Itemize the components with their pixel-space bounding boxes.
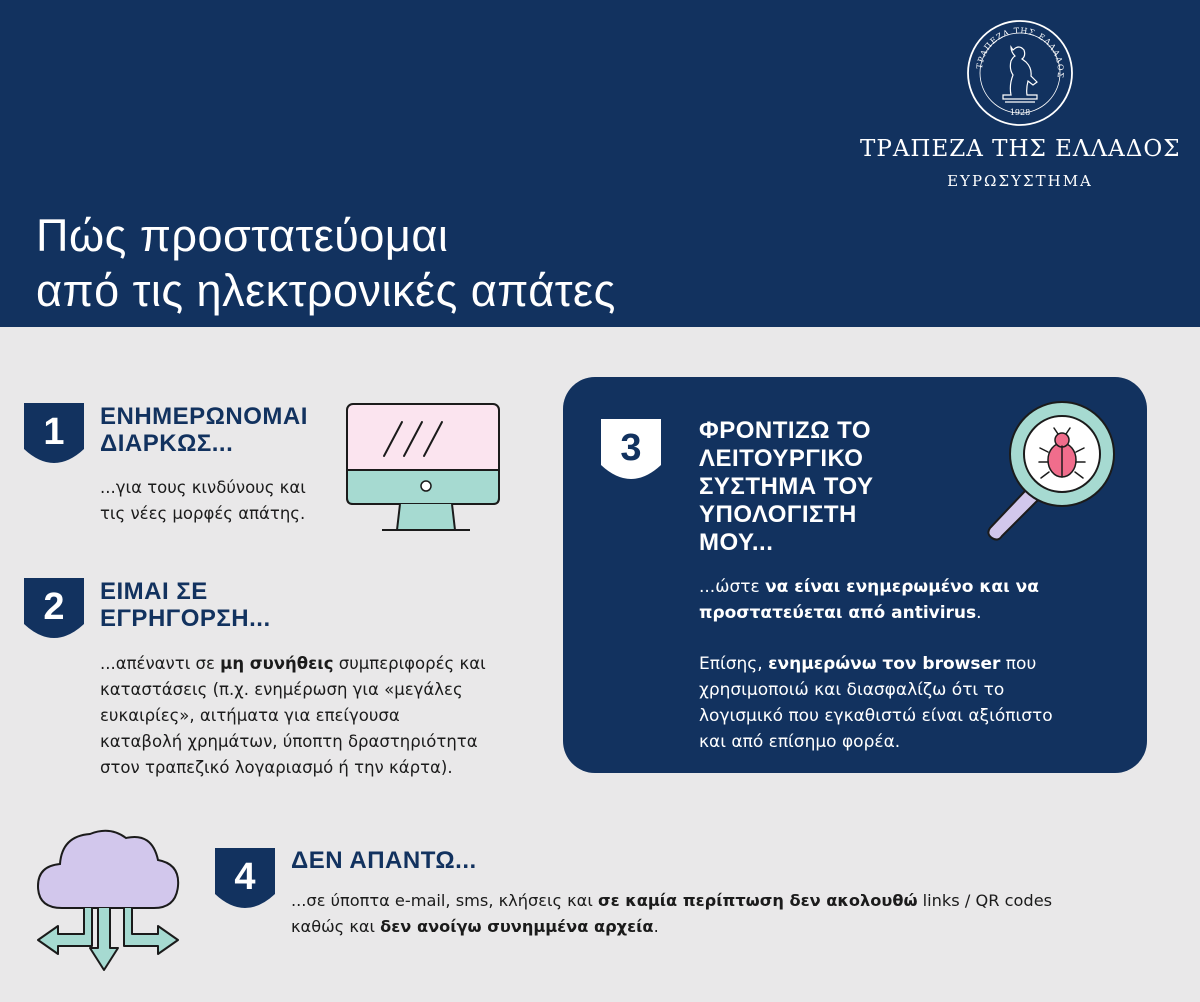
heading-line: ΔΕΝ ΑΠΑΝΤΩ... xyxy=(291,847,477,874)
text-bold: προστατεύεται από antivirus xyxy=(699,603,977,623)
text-line: χρησιμοποιώ και διασφαλίζω ότι το xyxy=(699,680,1005,700)
text-line: ...για τους κινδύνους και xyxy=(100,478,306,497)
tip-2-heading xyxy=(100,578,271,632)
magnifier-bug-icon xyxy=(978,392,1128,542)
badge-number: 2 xyxy=(43,586,65,628)
heading-line: ΔΙΑΡΚΩΣ... xyxy=(100,430,234,457)
text-bold: δεν ανοίγω συνημμένα αρχεία xyxy=(380,917,654,936)
text-run: ...σε ύποπτα e-mail, sms, κλήσεις και xyxy=(291,891,598,910)
tip-4-heading xyxy=(291,847,477,874)
text-run: . xyxy=(976,603,982,623)
tip-3-card xyxy=(563,377,1147,773)
cloud-arrows-icon xyxy=(32,822,184,974)
page-title xyxy=(36,208,616,318)
text-run: links / QR codes xyxy=(917,891,1053,910)
badge-number: 1 xyxy=(43,411,65,453)
tip-3-text-2 xyxy=(699,651,1053,755)
text-run: ...απέναντι σε xyxy=(100,654,221,673)
tip-1-heading xyxy=(100,403,308,457)
svg-text:ΤΡΑΠΕΖΑ ΤΗΣ ΕΛΛΑΔΟΣ xyxy=(975,26,1065,79)
text-bold: σε καμία περίπτωση δεν ακολουθώ xyxy=(597,891,918,910)
heading-line: ΣΥΣΤΗΜΑ ΤΟΥ xyxy=(699,473,874,500)
badge-number: 4 xyxy=(234,856,256,898)
text-run: συμπεριφορές και xyxy=(333,654,486,673)
text-bold: μη συνήθεις xyxy=(220,654,334,673)
heading-line: ΦΡΟΝΤΙΖΩ ΤΟ xyxy=(699,417,871,444)
header-banner xyxy=(0,0,1200,327)
text-bold: ενημερώνω τον browser xyxy=(768,654,1001,674)
text-run: . xyxy=(653,917,659,936)
text-line: τις νέες μορφές απάτης. xyxy=(100,504,306,523)
text-line: καταβολή χρημάτων, ύποπτη δραστηριότητα xyxy=(100,732,478,751)
heading-line: ΕΙΜΑΙ ΣΕ xyxy=(100,578,208,605)
tip-4-text xyxy=(291,888,1052,940)
seal-text: ΤΡΑΠΕΖΑ ΤΗΣ ΕΛΛΑΔΟΣ xyxy=(974,26,1066,80)
heading-line: ΕΓΡΗΓΟΡΣΗ... xyxy=(100,605,271,632)
text-run: ...ώστε xyxy=(699,577,766,597)
text-run: που xyxy=(1000,654,1037,674)
heading-line: ΥΠΟΛΟΓΙΣΤΗ xyxy=(699,501,857,528)
bank-name: ΤΡΑΠΕΖΑ ΤΗΣ ΕΛΛΑΔΟΣ xyxy=(860,136,1181,162)
number-badge-2 xyxy=(24,578,84,648)
text-run: Επίσης, xyxy=(699,654,769,674)
seal-icon xyxy=(965,18,1075,128)
text-line: στον τραπεζικό λογαριασμό ή την κάρτα). xyxy=(100,758,453,777)
number-badge-1 xyxy=(24,403,84,473)
number-badge-3 xyxy=(601,419,661,489)
text-line: λογισμικό που εγκαθιστώ είναι αξιόπιστο xyxy=(699,706,1053,726)
text-line: και από επίσημο φορέα. xyxy=(699,732,901,752)
heading-line: ΕΝΗΜΕΡΩΝΟΜΑΙ xyxy=(100,403,308,430)
bank-subtitle: ΕΥΡΩΣΥΣΤΗΜΑ xyxy=(947,172,1093,190)
heading-line: ΜΟΥ... xyxy=(699,529,774,556)
seal-year: 1928 xyxy=(1009,108,1031,117)
monitor-icon xyxy=(342,400,504,535)
text-run: καθώς και xyxy=(291,917,381,936)
tip-3-heading xyxy=(699,417,874,557)
tip-2-text xyxy=(100,651,486,781)
text-line: ευκαιρίες», αιτήματα για επείγουσα xyxy=(100,706,400,725)
text-bold: να είναι ενημερωμένο και να xyxy=(765,577,1039,597)
heading-line: ΛΕΙΤΟΥΡΓΙΚΟ xyxy=(699,445,864,472)
tip-1-text xyxy=(100,475,306,527)
badge-number: 3 xyxy=(620,427,642,469)
number-badge-4 xyxy=(215,848,275,918)
bank-logo xyxy=(860,18,1180,190)
text-line: καταστάσεις (π.χ. ενημέρωση για «μεγάλες xyxy=(100,680,463,699)
title-line-1: Πώς προστατεύομαι xyxy=(36,210,449,261)
title-line-2: από τις ηλεκτρονικές απάτες xyxy=(36,265,616,316)
tip-3-text-1 xyxy=(699,574,1039,626)
